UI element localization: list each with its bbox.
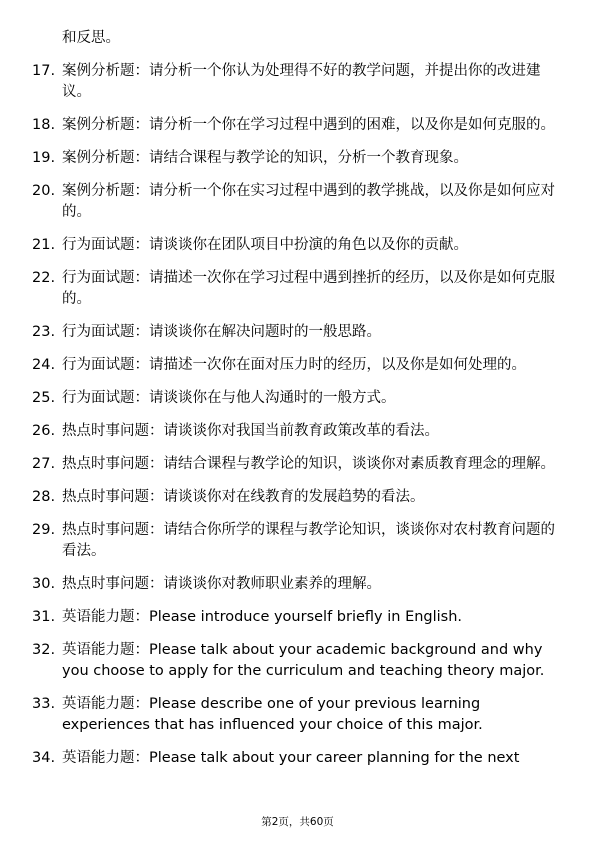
question-text: 热点时事问题：请结合你所学的课程与教学论知识，谈谈你对农村教育问题的看法。 <box>62 522 555 559</box>
question-text: 英语能力题：Please talk about your academic background and why you choose to apply for the curriculum and teaching theory major. <box>62 642 545 679</box>
question-number: 29. <box>32 522 56 538</box>
question-list <box>32 28 557 769</box>
question-text: 热点时事问题：请结合课程与教学论的知识，谈谈你对素质教育理念的理解。 <box>62 456 555 472</box>
question-number: 30. <box>32 576 56 592</box>
question-text: 热点时事问题：请谈谈你对在线教育的发展趋势的看法。 <box>62 489 425 505</box>
question-text: 英语能力题：Please describe one of your previous learning experiences that has influenced your choice of this major. <box>62 696 483 733</box>
question-text: 案例分析题：请结合课程与教学论的知识，分析一个教育现象。 <box>62 150 468 166</box>
question-number: 28. <box>32 489 56 505</box>
question-item <box>32 322 557 343</box>
question-text: 行为面试题：请谈谈你在与他人沟通时的一般方式。 <box>62 390 396 406</box>
question-number: 21. <box>32 237 56 253</box>
question-text: 行为面试题：请谈谈你在团队项目中扮演的角色以及你的贡献。 <box>62 237 468 253</box>
question-item <box>32 487 557 508</box>
question-number: 27. <box>32 456 56 472</box>
question-number: 25. <box>32 390 56 406</box>
question-number: 32. <box>32 642 56 658</box>
question-text: 英语能力题：Please talk about your career planning for the next <box>62 750 520 766</box>
question-item <box>32 607 557 628</box>
question-item <box>32 520 557 562</box>
question-number: 34. <box>32 750 56 766</box>
question-number: 24. <box>32 357 56 373</box>
question-item <box>32 115 557 136</box>
question-number: 17. <box>32 63 56 79</box>
question-text: 热点时事问题：请谈谈你对我国当前教育政策改革的看法。 <box>62 423 439 439</box>
question-item <box>32 181 557 223</box>
question-item <box>32 148 557 169</box>
question-text: 英语能力题：Please introduce yourself briefly in English. <box>62 609 463 625</box>
question-number: 23. <box>32 324 56 340</box>
question-item <box>32 268 557 310</box>
question-number: 20. <box>32 183 56 199</box>
question-text: 行为面试题：请描述一次你在学习过程中遇到挫折的经历，以及你是如何克服的。 <box>62 270 555 307</box>
question-item <box>32 61 557 103</box>
question-text: 行为面试题：请谈谈你在解决问题时的一般思路。 <box>62 324 381 340</box>
continuation-text: 和反思。 <box>62 30 120 46</box>
question-number: 22. <box>32 270 56 286</box>
question-item <box>32 748 557 769</box>
question-text: 案例分析题：请分析一个你在学习过程中遇到的困难，以及你是如何克服的。 <box>62 117 555 133</box>
question-item <box>32 235 557 256</box>
question-item <box>32 694 557 736</box>
question-number: 31. <box>32 609 56 625</box>
question-number: 33. <box>32 696 56 712</box>
question-item <box>32 355 557 376</box>
question-text: 行为面试题：请描述一次你在面对压力时的经历，以及你是如何处理的。 <box>62 357 526 373</box>
question-item <box>32 421 557 442</box>
question-number: 26. <box>32 423 56 439</box>
question-text: 热点时事问题：请谈谈你对教师职业素养的理解。 <box>62 576 381 592</box>
question-item <box>32 388 557 409</box>
question-text: 案例分析题：请分析一个你在实习过程中遇到的教学挑战，以及你是如何应对的。 <box>62 183 555 220</box>
question-item <box>32 454 557 475</box>
page-footer: 第2页，共60页 <box>261 816 334 828</box>
question-text: 案例分析题：请分析一个你认为处理得不好的教学问题，并提出你的改进建议。 <box>62 63 541 100</box>
question-item <box>32 640 557 682</box>
question-number: 18. <box>32 117 56 133</box>
question-item <box>32 574 557 595</box>
question-number: 19. <box>32 150 56 166</box>
